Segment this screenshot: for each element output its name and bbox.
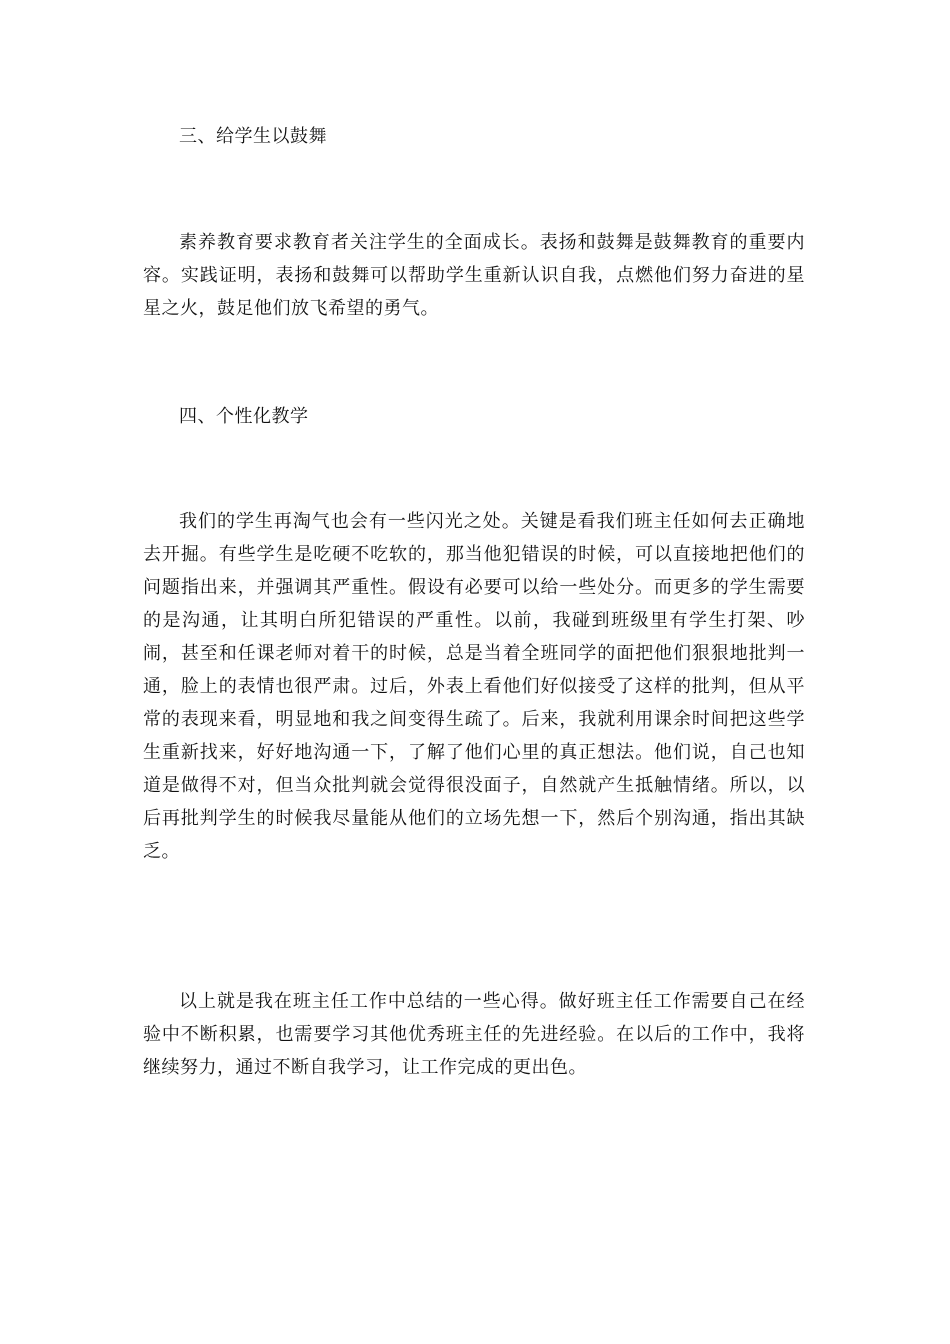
section-heading-encourage: 三、给学生以鼓舞 — [179, 126, 327, 147]
paragraph-conclusion: 以上就是我在班主任工作中总结的一些心得。做好班主任工作需要自己在经验中不断积累，也需要学习其他优秀班主任的先进经验。在以后的工作中，我将继续努力，通过不断自我学习，让工作完成的更出色。 — [143, 991, 805, 1078]
section-heading-personalized: 四、个性化教学 — [179, 406, 309, 427]
paragraph-personalized: 我们的学生再淘气也会有一些闪光之处。关键是看我们班主任如何去正确地去开掘。有些学生是吃硬不吃软的，那当他犯错误的时候，可以直接地把他们的问题指出来，并强调其严重性。假设有必要可以给一些处分。而更多的学生需要的是沟通，让其明白所犯错误的严重性。以前，我碰到班级里有学生打架、吵闹，甚至和任课老师对着干的时候，总是当着全班同学的面把他们狠狠地批判一通，脸上的表情也很严肃。过后，外表上看他们好似接受了这样的批判，但从平常的表现来看，明显地和我之间变得生疏了。后来，我就利用课余时间把这些学生重新找来，好好地沟通一下，了解了他们心里的真正想法。他们说，自己也知道是做得不对，但当众批判就会觉得很没面子，自然就产生抵触情绪。所以，以后再批判学生的时候我尽量能从他们的立场先想一下，然后个别沟通，指出其缺乏。 — [143, 511, 805, 862]
paragraph-encourage: 素养教育要求教育者关注学生的全面成长。表扬和鼓舞是鼓舞教育的重要内容。实践证明，表扬和鼓舞可以帮助学生重新认识自我，点燃他们努力奋进的星星之火，鼓足他们放飞希望的勇气。 — [143, 232, 805, 319]
